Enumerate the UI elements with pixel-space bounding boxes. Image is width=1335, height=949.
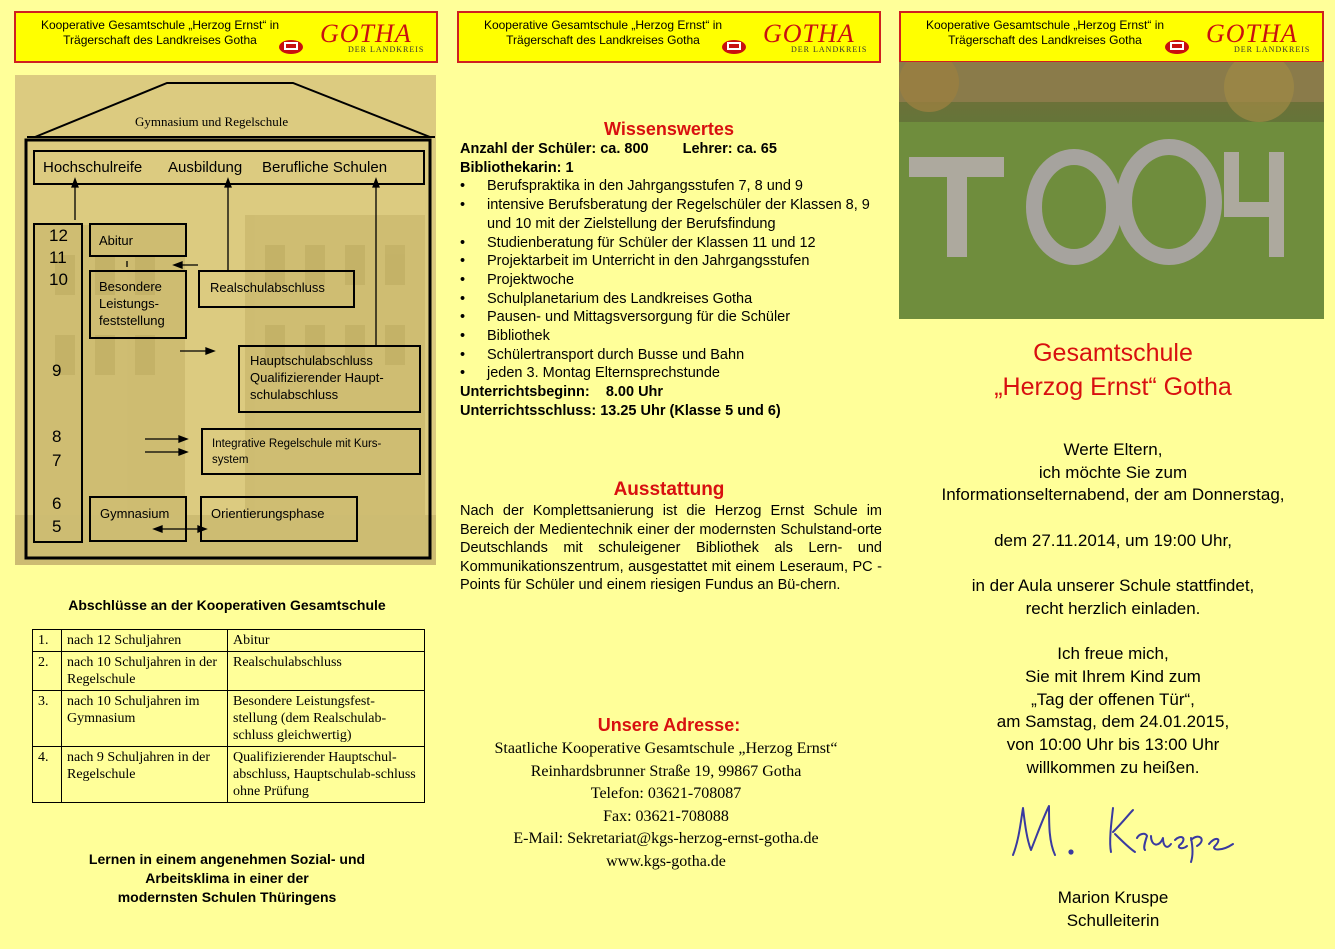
- row-when: nach 10 Schuljahren in der Regelschule: [62, 652, 228, 691]
- logo-subtext: DER LANDKREIS: [791, 45, 868, 54]
- logo-text: GOTHA: [1206, 19, 1298, 48]
- list-item: • Bibliothek: [460, 327, 875, 346]
- slogan-line3: modernsten Schulen Thüringens: [117, 889, 337, 905]
- logo-text: GOTHA: [320, 19, 412, 48]
- hauptschul-box: [238, 345, 421, 413]
- signer-name: Marion Kruspe: [1057, 888, 1169, 907]
- ausstattung-title: Ausstattung: [613, 479, 725, 500]
- adresse-website[interactable]: www.kgs-gotha.de: [606, 852, 726, 870]
- adresse-block: [455, 738, 877, 873]
- row-number: 1.: [33, 630, 62, 652]
- spacer: [900, 553, 1326, 576]
- besondere-box: [89, 270, 187, 339]
- gymnasium-box: [89, 496, 187, 542]
- abschluesse-title: Abschlüsse an der Kooperativen Gesamtschule: [68, 597, 386, 613]
- realschul-label: Realschulabschluss: [210, 280, 325, 295]
- ausstattung-text: Nach der Komplettsanierung ist die Herzog Ernst Schule im Bereich der Medientechnik einer der modernsten Schulstand-orte Deutschlands mit schuleigener Bibliothek als Lern- und Kommunikationszentrum, ausgestattet mit einem Leseraum, PC - Points für Schüler und einem riesigen Fundus an Bü-chern.: [460, 503, 882, 593]
- list-item: • Studienberatung für Schüler der Klassen 11 und 12: [460, 234, 875, 253]
- roof-label: Gymnasium und Regelschule: [135, 114, 289, 129]
- spacer: [900, 621, 1326, 644]
- list-item: • Projektarbeit im Unterricht in den Jahrgangsstufen: [460, 252, 875, 271]
- header-line1: Kooperative Gesamtschule „Herzog Ernst“ in: [40, 18, 280, 32]
- header-right: [899, 11, 1324, 63]
- header-text: [30, 18, 290, 48]
- invitation-line: recht herzlich einladen.: [1025, 598, 1201, 618]
- invitation-line: Sie mit Ihrem Kind zum: [1025, 666, 1201, 686]
- wissenswertes-title: Wissenswertes: [604, 119, 734, 139]
- header-line2: Trägerschaft des Landkreises Gotha: [948, 33, 1142, 47]
- adresse-title: Unsere Adresse:: [597, 715, 741, 735]
- schueler-count: Anzahl der Schüler: ca. 800: [460, 141, 649, 157]
- unterrichtsschluss: Unterrichtsschluss: 13.25 Uhr (Klasse 5 und 6): [460, 402, 781, 419]
- row-when: nach 9 Schuljahren in der Regelschule: [62, 747, 228, 803]
- wissenswertes-list: [460, 140, 890, 421]
- gotha-logo: [1164, 19, 1314, 57]
- list-item: • Pausen- und Mittagsversorgung für die Schüler: [460, 308, 875, 327]
- invitation-line: „Tag der offenen Tür“,: [1031, 689, 1195, 709]
- signer-role: Schulleiterin: [1066, 910, 1160, 930]
- grade-6: 6: [52, 494, 62, 513]
- signer: [900, 887, 1326, 932]
- grade-8: 8: [52, 427, 62, 446]
- header-text: [473, 18, 733, 48]
- list-item: • Schulplanetarium des Landkreises Gotha: [460, 290, 875, 309]
- invitation-line: Werte Eltern,: [1063, 440, 1163, 459]
- list-item: • Projektwoche: [460, 271, 875, 290]
- invitation-line: von 10:00 Uhr bis 13:00 Uhr: [1006, 735, 1220, 755]
- berufliche-schulen-label: Berufliche Schulen: [262, 159, 388, 176]
- orientierung-box: [200, 496, 358, 542]
- integrative-line2: system: [212, 454, 249, 466]
- list-item: • Berufspraktika in den Jahrgangsstufen 7, 8 und 9: [460, 177, 875, 196]
- table-row: [33, 652, 425, 691]
- slogan: [15, 850, 439, 907]
- crest-icon: [278, 37, 304, 55]
- crest-icon: [721, 37, 747, 55]
- row-number: 2.: [33, 652, 62, 691]
- header-line2: Trägerschaft des Landkreises Gotha: [63, 33, 257, 47]
- integrative-box: [201, 428, 421, 475]
- school-structure-diagram: [15, 75, 436, 565]
- logo-text: GOTHA: [763, 19, 855, 48]
- row-number: 3.: [33, 691, 62, 747]
- table-row: [33, 630, 425, 652]
- facts-list: [460, 177, 875, 383]
- signature: [1005, 800, 1240, 865]
- gotha-logo: [721, 19, 871, 57]
- hauptschul-line1: Hauptschulabschluss: [250, 353, 373, 368]
- header-line1: Kooperative Gesamtschule „Herzog Ernst“ in: [925, 18, 1165, 32]
- grade-11: 11: [49, 248, 67, 267]
- invitation-line: willkommen zu heißen.: [1026, 757, 1200, 777]
- hauptschul-line2: Qualifizierender Haupt-: [250, 370, 384, 385]
- realschul-box: [198, 270, 355, 308]
- grade-7: 7: [52, 451, 62, 470]
- invitation-text: [900, 439, 1326, 780]
- list-item: • jeden 3. Montag Elternsprechstunde: [460, 364, 875, 383]
- list-item: • Schülertransport durch Busse und Bahn: [460, 346, 875, 365]
- orientierung-label: Orientierungsphase: [211, 506, 325, 521]
- grade-12: 12: [49, 226, 68, 245]
- row-what: Qualifizierender Hauptschul-abschluss, Hauptschulab-schluss ohne Prüfung: [228, 747, 425, 803]
- slogan-line1: Lernen in einem angenehmen Sozial- und: [88, 851, 366, 867]
- row-number: 4.: [33, 747, 62, 803]
- grade-5: 5: [52, 517, 62, 536]
- row-when: nach 12 Schuljahren: [62, 630, 228, 652]
- invitation-line: Ich freue mich,: [1057, 644, 1169, 664]
- grade-10: 10: [49, 270, 68, 289]
- gotha-logo: [278, 19, 428, 57]
- logo-subtext: DER LANDKREIS: [348, 45, 425, 54]
- gymnasium-label: Gymnasium: [100, 506, 170, 521]
- hochschulreife-label: Hochschulreife: [43, 159, 143, 176]
- besondere-line3: feststellung: [99, 313, 165, 328]
- lehrer-count: Lehrer: ca. 65: [682, 141, 777, 157]
- table-row: [33, 691, 425, 747]
- list-item: • intensive Berufsberatung der Regelschüler der Klassen 8, 9 und 10 mit der Zielstellung der Berufsfindung: [460, 196, 875, 233]
- school-name-line2: „Herzog Ernst“ Gotha: [994, 373, 1232, 401]
- logo-subtext: DER LANDKREIS: [1234, 45, 1311, 54]
- invitation-line: ich möchte Sie zum: [1038, 462, 1188, 482]
- slogan-line2: Arbeitsklima in einer der: [145, 870, 309, 886]
- invitation-line: Informationselternabend, der am Donnerstag,: [941, 485, 1285, 505]
- row-what: Realschulabschluss: [228, 652, 425, 691]
- abitur-label: Abitur: [99, 233, 133, 248]
- row-what: Besondere Leistungsfest-stellung (dem Realschulab-schluss gleichwertig): [228, 691, 425, 747]
- unterrichtsbeginn: Unterrichtsbeginn: 8.00 Uhr: [460, 384, 664, 401]
- crest-icon: [1164, 37, 1190, 55]
- counts-line: [460, 140, 890, 159]
- adresse-street: Reinhardsbrunner Straße 19, 99867 Gotha: [530, 762, 802, 780]
- grade-9: 9: [52, 361, 62, 380]
- header-left: [14, 11, 438, 63]
- ausbildung-label: Ausbildung: [168, 159, 243, 176]
- abitur-box: [89, 223, 187, 257]
- invitation-line: dem 27.11.2014, um 19:00 Uhr,: [994, 530, 1232, 550]
- besondere-line1: Besondere: [99, 279, 162, 294]
- header-line2: Trägerschaft des Landkreises Gotha: [506, 33, 700, 47]
- top-row-box: [33, 150, 425, 185]
- integrative-line1: Integrative Regelschule mit Kurs-: [212, 438, 382, 450]
- adresse-fax: Fax: 03621-708088: [603, 807, 729, 825]
- adresse-telefon: Telefon: 03621-708087: [590, 785, 742, 802]
- adresse-email[interactable]: E-Mail: Sekretariat@kgs-herzog-ernst-gotha.de: [513, 830, 819, 847]
- invitation-line: in der Aula unserer Schule stattfindet,: [971, 576, 1255, 596]
- invitation-line: am Samstag, dem 24.01.2015,: [996, 712, 1230, 732]
- header-text: [915, 18, 1175, 48]
- besondere-line2: Leistungs-: [99, 296, 159, 311]
- hauptschul-line3: schulabschluss: [250, 387, 339, 402]
- table-row: [33, 747, 425, 803]
- school-name: [900, 336, 1326, 404]
- row-when: nach 10 Schuljahren im Gymnasium: [62, 691, 228, 747]
- bibliothekarin-count: Bibliothekarin: 1: [460, 159, 574, 176]
- school-name-line1: Gesamtschule: [1033, 339, 1193, 367]
- header-line1: Kooperative Gesamtschule „Herzog Ernst“ in: [483, 18, 723, 32]
- adresse-school: Staatliche Kooperative Gesamtschule „Herzog Ernst“: [494, 740, 838, 757]
- header-middle: [457, 11, 881, 63]
- abschluesse-table: [32, 629, 425, 803]
- row-what: Abitur: [228, 630, 425, 652]
- students-photo: [899, 62, 1324, 319]
- spacer: [900, 507, 1326, 530]
